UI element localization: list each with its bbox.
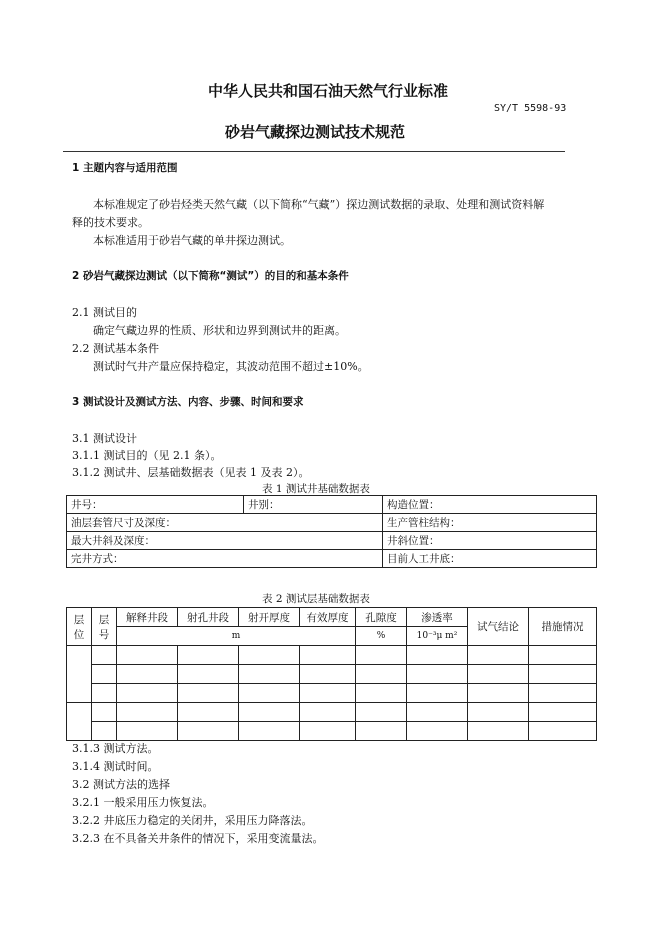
table-cell	[239, 722, 300, 741]
table-cell	[407, 684, 468, 703]
table-cell: 目前人工井底：	[383, 550, 597, 568]
table-cell: 最大井斜及深度：	[67, 532, 383, 550]
section-3-1-3: 3.1.3 测试方法。	[72, 742, 159, 755]
col-header-perforated-interval: 射孔井段	[178, 608, 239, 627]
section-2-heading: 2 砂岩气藏探边测试（以下简称“测试”）的目的和基本条件	[72, 270, 349, 282]
section-1-paragraph-1a: 本标准规定了砂岩烃类天然气藏（以下简称“气藏”）探边测试数据的录取、处理和测试资料解	[93, 198, 545, 211]
table-cell: 井号：	[67, 496, 244, 514]
table-cell: 完井方式：	[67, 550, 383, 568]
table-row	[67, 684, 597, 703]
table-cell	[356, 684, 407, 703]
table-row	[67, 703, 597, 722]
table-cell	[178, 646, 239, 665]
section-3-2-1: 3.2.1 一般采用压力恢复法。	[72, 796, 214, 809]
table-row	[67, 646, 597, 665]
col-header-effective-thickness: 有效厚度	[300, 608, 356, 627]
table-cell	[117, 646, 178, 665]
table-cell	[239, 665, 300, 684]
header-text: 位	[73, 628, 85, 641]
section-2-1-body: 确定气藏边界的性质、形状和边界到测试井的距离。	[93, 324, 346, 337]
col-header-porosity: 孔隙度	[356, 608, 407, 627]
table-cell	[92, 684, 117, 703]
table-cell	[356, 703, 407, 722]
table-cell	[178, 722, 239, 741]
table-cell: 构造位置：	[383, 496, 597, 514]
section-1-heading: 1 主题内容与适用范围	[72, 162, 178, 174]
table-cell: 生产管柱结构：	[383, 514, 597, 532]
table-2-caption: 表 2 测试层基础数据表	[262, 593, 370, 605]
table-cell	[117, 684, 178, 703]
table-cell	[407, 646, 468, 665]
table-cell: 油层套管尺寸及深度：	[67, 514, 383, 532]
unit-meters: m	[117, 627, 356, 646]
table-cell	[117, 722, 178, 741]
table-cell	[239, 646, 300, 665]
document-title: 砂岩气藏探边测试技术规范	[225, 123, 406, 141]
col-header-layer-position	[67, 608, 92, 646]
table-cell	[239, 684, 300, 703]
table-cell	[529, 665, 597, 684]
section-2-2-body: 测试时气井产量应保持稳定，其波动范围不超过±10%。	[93, 360, 369, 373]
table-cell	[92, 722, 117, 741]
section-3-1-heading: 3.1 测试设计	[72, 432, 137, 445]
table-cell	[300, 665, 356, 684]
table-cell	[529, 722, 597, 741]
table-cell	[468, 703, 529, 722]
col-header-layer-number	[92, 608, 117, 646]
col-header-measures: 措施情况	[529, 608, 597, 646]
table-row	[67, 665, 597, 684]
table-cell	[529, 646, 597, 665]
section-2-2-heading: 2.2 测试基本条件	[72, 342, 159, 355]
table-cell	[356, 646, 407, 665]
table-cell	[117, 665, 178, 684]
unit-percent: %	[356, 627, 407, 646]
table-cell: 井斜位置：	[383, 532, 597, 550]
col-header-gas-test-conclusion: 试气结论	[468, 608, 529, 646]
header-text: 号	[98, 628, 110, 641]
section-3-2-heading: 3.2 测试方法的选择	[72, 778, 170, 791]
table-row	[67, 532, 597, 550]
table-cell	[356, 722, 407, 741]
table-cell	[178, 684, 239, 703]
well-basic-data-table	[66, 495, 597, 568]
col-header-open-thickness: 射开厚度	[239, 608, 300, 627]
table-cell	[117, 703, 178, 722]
section-1-paragraph-1b: 释的技术要求。	[72, 216, 149, 229]
section-3-1-1: 3.1.1 测试目的（见 2.1 条）。	[72, 449, 222, 462]
standard-code: SY/T 5598-93	[494, 103, 567, 114]
unit-permeability: 10⁻³μ m²	[407, 627, 468, 646]
section-2-1-heading: 2.1 测试目的	[72, 306, 137, 319]
table-cell	[529, 684, 597, 703]
layer-basic-data-table	[66, 607, 597, 741]
section-3-heading: 3 测试设计及测试方法、内容、步骤、时间和要求	[72, 396, 304, 408]
col-header-interpreted-interval: 解释井段	[117, 608, 178, 627]
section-3-1-4: 3.1.4 测试时间。	[72, 760, 159, 773]
table-cell	[300, 722, 356, 741]
table-1-caption: 表 1 测试井基础数据表	[262, 483, 370, 495]
table-row	[67, 496, 597, 514]
table-cell	[468, 665, 529, 684]
section-3-2-2: 3.2.2 井底压力稳定的关闭井，采用压力降落法。	[72, 814, 313, 827]
col-header-permeability: 渗透率	[407, 608, 468, 627]
table-cell	[92, 703, 117, 722]
table-cell	[239, 703, 300, 722]
table-cell	[67, 703, 92, 741]
section-3-2-3: 3.2.3 在不具备关井条件的情况下，采用变流量法。	[72, 832, 324, 845]
table-row	[67, 514, 597, 532]
header-text: 层	[73, 613, 85, 626]
table-cell	[407, 665, 468, 684]
table-cell	[300, 684, 356, 703]
table-row	[67, 550, 597, 568]
table-cell	[407, 703, 468, 722]
table-cell	[300, 703, 356, 722]
table-cell	[178, 665, 239, 684]
table-row	[67, 722, 597, 741]
table-cell	[468, 646, 529, 665]
table-cell	[178, 703, 239, 722]
section-3-1-2: 3.1.2 测试井、层基础数据表（见表 1 及表 2）。	[72, 466, 310, 479]
standard-org-title: 中华人民共和国石油天然气行业标准	[208, 82, 449, 100]
table-cell	[92, 665, 117, 684]
table-cell	[300, 646, 356, 665]
table-cell	[468, 684, 529, 703]
table-cell	[407, 722, 468, 741]
table-cell	[356, 665, 407, 684]
table-header-row	[67, 608, 597, 627]
header-text: 层	[98, 613, 110, 626]
table-cell	[468, 722, 529, 741]
header-rule	[63, 151, 565, 152]
table-cell: 井别：	[244, 496, 383, 514]
table-cell	[529, 703, 597, 722]
table-cell	[67, 646, 92, 703]
section-1-paragraph-2: 本标准适用于砂岩气藏的单井探边测试。	[93, 234, 291, 247]
table-cell	[92, 646, 117, 665]
